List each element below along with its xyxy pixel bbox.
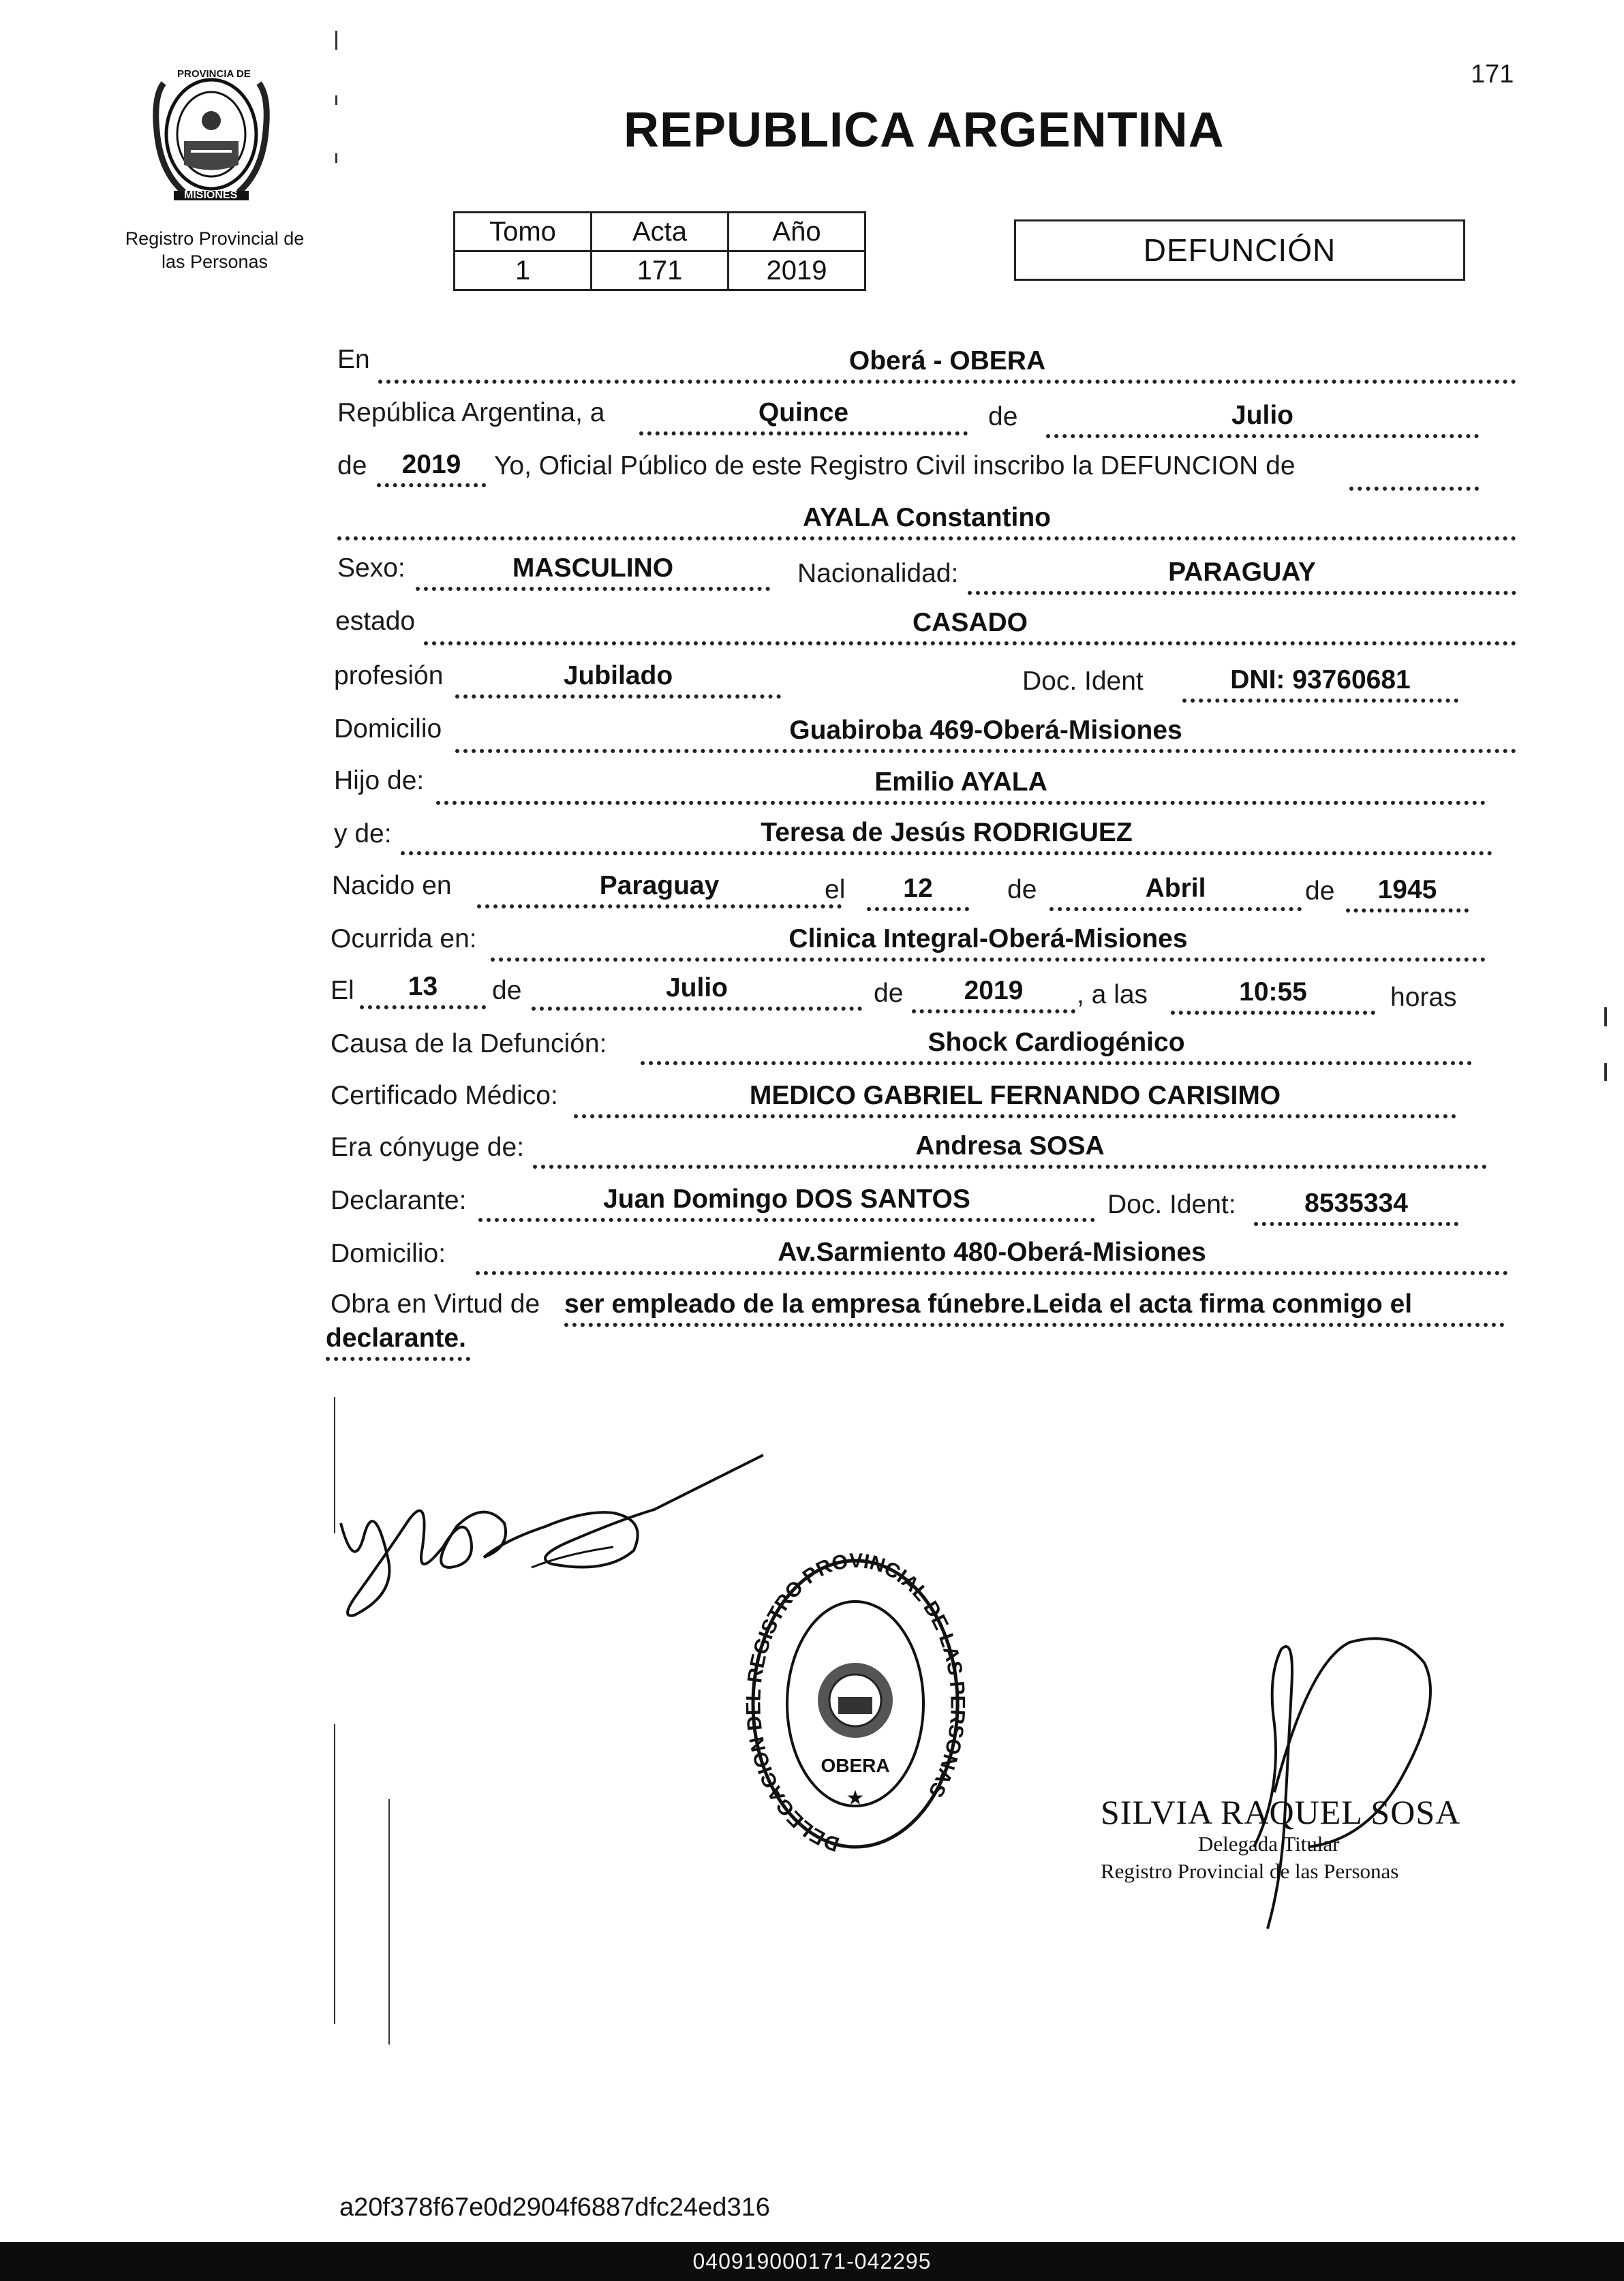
label-de: de <box>988 402 1018 431</box>
register-table <box>453 211 866 291</box>
register-header-acta: Acta <box>592 213 729 251</box>
label-obra: Obra en Virtud de <box>331 1289 540 1319</box>
field-year: 2019 <box>377 450 486 487</box>
label-profesion: profesión <box>334 661 444 690</box>
field-cause: Shock Cardiogénico <box>641 1028 1472 1065</box>
field-place: Oberá - OBERA <box>378 346 1516 384</box>
field-death-place: Clinica Integral-Oberá-Misiones <box>491 924 1486 962</box>
registry-stamp <box>743 1547 968 1861</box>
field-father: Emilio AYALA <box>436 767 1486 805</box>
label-de-anio: de <box>1305 876 1335 906</box>
officer-signature <box>1172 1622 1499 1942</box>
label-horas: horas <box>1390 983 1457 1012</box>
register-table-header-row <box>455 213 865 251</box>
registry-line-2: las Personas <box>161 251 269 272</box>
label-de-mes: de <box>1007 875 1037 904</box>
register-header-anio: Año <box>729 213 865 251</box>
stamp-ring-text: DELEGACION DEL REGISTRO PROVINCIAL DE LAS PERSONAS <box>743 1549 968 1856</box>
label-de2: de <box>337 451 367 480</box>
field-declarant-doc: 8535334 <box>1254 1189 1458 1226</box>
field-mother: Teresa de Jesús RODRIGUEZ <box>401 818 1492 855</box>
field-marital-status: CASADO <box>424 608 1516 645</box>
page-title: REPUBLICA ARGENTINA <box>624 103 1225 157</box>
field-declarant-reason-line-1: ser empleado de la empresa fúnebre.Leida el acta firma conmigo el <box>564 1289 1505 1327</box>
label-certificado: Certificado Médico: <box>331 1081 558 1110</box>
margin-tick <box>388 1799 390 2045</box>
act-type-box: DEFUNCIÓN <box>1014 219 1465 281</box>
label-de3: de <box>492 976 522 1005</box>
field-month: Julio <box>1046 401 1479 438</box>
label-domicilio2: Domicilio: <box>331 1239 446 1268</box>
label-a-las: , a las <box>1077 980 1148 1009</box>
register-value-tomo: 1 <box>455 251 592 290</box>
field-declarant: Juan Domingo DOS SANTOS <box>478 1184 1095 1222</box>
star-icon: ★ <box>846 1786 865 1810</box>
field-birth-place: Paraguay <box>477 871 842 908</box>
label-sexo: Sexo: <box>337 553 405 583</box>
field-death-month: Julio <box>532 973 862 1011</box>
field-medical-certificate: MEDICO GABRIEL FERNANDO CARISIMO <box>574 1081 1456 1118</box>
field-spouse: Andresa SOSA <box>533 1131 1487 1169</box>
register-table-value-row <box>455 251 865 290</box>
label-yo-oficial: Yo, Oficial Público de este Registro Civil inscribo la DEFUNCION de <box>494 451 1296 480</box>
label-doc-ident2: Doc. Ident: <box>1107 1190 1236 1219</box>
seal-text-bottom: MISIONES <box>184 189 238 201</box>
misiones-coat-of-arms <box>143 56 279 213</box>
label-declarante: Declarante: <box>331 1186 467 1215</box>
field-declarant-address: Av.Sarmiento 480-Oberá-Misiones <box>476 1238 1508 1275</box>
label-republica: República Argentina, a <box>337 398 605 427</box>
label-el2: El <box>331 976 354 1005</box>
margin-tick <box>334 1724 335 2024</box>
field-nationality: PARAGUAY <box>968 557 1516 595</box>
margin-tick <box>335 153 337 163</box>
page-number: 171 <box>1471 60 1514 89</box>
seal-text-top: PROVINCIA DE <box>177 68 251 80</box>
field-day-words: Quince <box>639 398 968 435</box>
label-nacido-en: Nacido en <box>332 871 452 900</box>
margin-tick <box>335 95 337 105</box>
label-y-de: y de: <box>334 819 392 848</box>
officer-name: SILVIA RAQUEL SOSA <box>1101 1793 1461 1831</box>
label-hijo-de: Hijo de: <box>334 766 425 795</box>
field-death-day: 13 <box>360 972 486 1009</box>
label-conyuge: Era cónyuge de: <box>331 1133 525 1162</box>
officer-title: Delegada Titular <box>1198 1832 1340 1856</box>
field-profession: Jubilado <box>455 661 781 699</box>
register-value-acta: 171 <box>592 251 729 290</box>
edge-mark <box>1604 1063 1607 1081</box>
register-value-anio: 2019 <box>729 251 865 290</box>
declarant-signature <box>327 1445 770 1636</box>
field-death-time: 10:55 <box>1171 977 1375 1015</box>
dotted-filler <box>1349 487 1479 491</box>
registry-line-1: Registro Provincial de <box>125 228 305 249</box>
field-death-year: 2019 <box>912 976 1075 1013</box>
label-de4: de <box>874 979 904 1008</box>
label-en: En <box>337 345 370 374</box>
officer-office: Registro Provincial de las Personas <box>1101 1859 1399 1883</box>
field-sex: MASCULINO <box>416 553 770 591</box>
field-declarant-reason-line-2: declarante. <box>326 1323 470 1361</box>
label-doc-ident: Doc. Ident <box>1022 667 1144 696</box>
stamp-city: OBERA <box>821 1755 890 1776</box>
registry-name <box>102 228 327 274</box>
field-deceased-name: AYALA Constantino <box>337 503 1516 540</box>
field-address: Guabiroba 469-Oberá-Misiones <box>455 716 1516 753</box>
field-birth-month: Abril <box>1050 874 1302 911</box>
label-nacionalidad: Nacionalidad: <box>797 559 959 588</box>
margin-tick <box>335 31 337 50</box>
footer-code-bar: 040919000171-042295 <box>0 2242 1624 2281</box>
field-document: DNI: 93760681 <box>1182 665 1458 703</box>
label-ocurrida-en: Ocurrida en: <box>331 924 477 953</box>
label-estado: estado <box>335 607 416 636</box>
label-causa: Causa de la Defunción: <box>331 1029 607 1058</box>
document-hash: a20f378f67e0d2904f6887dfc24ed316 <box>339 2193 770 2222</box>
field-birth-day: 12 <box>867 874 969 911</box>
field-birth-year: 1945 <box>1346 875 1469 913</box>
register-header-tomo: Tomo <box>455 213 592 251</box>
edge-mark <box>1604 1007 1607 1026</box>
label-domicilio: Domicilio <box>334 714 442 744</box>
label-el: el <box>825 875 846 904</box>
